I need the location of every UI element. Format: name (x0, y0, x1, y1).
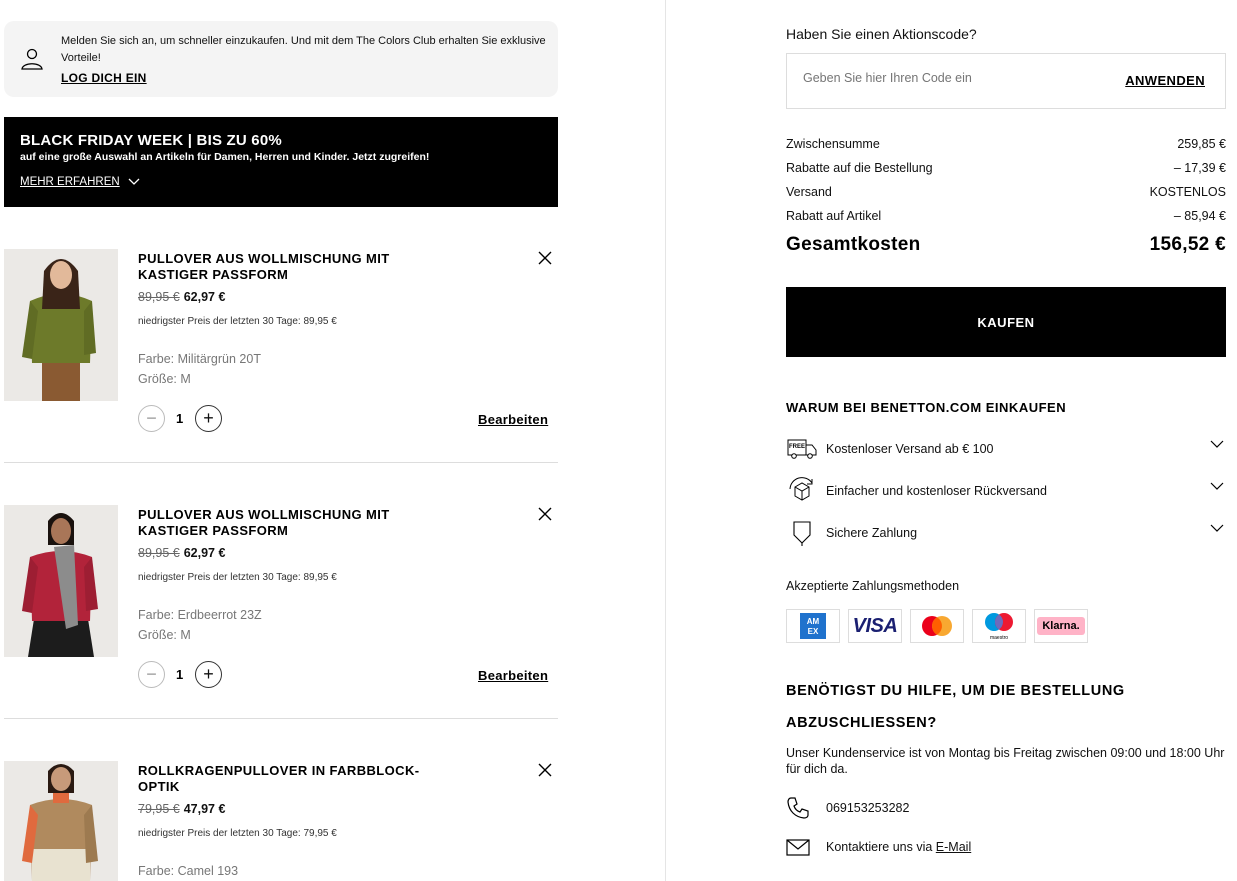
chevron-down-icon (128, 178, 140, 186)
cart-item (4, 505, 558, 761)
summary-label: Rabatte auf die Bestellung (786, 161, 933, 175)
chevron-down-icon[interactable] (1210, 437, 1224, 451)
summary-row-item-discount (786, 209, 1226, 223)
quantity-increase-button[interactable]: + (195, 405, 222, 432)
quantity-increase-button[interactable]: + (195, 661, 222, 688)
login-banner (4, 21, 558, 97)
free-shipping-icon-text: FREE (789, 444, 806, 450)
quantity-decrease-button[interactable]: − (138, 405, 165, 432)
summary-value: KOSTENLOS (1149, 185, 1226, 199)
phone-icon (786, 796, 810, 820)
product-size: Größe: M (138, 628, 191, 642)
maestro-logo (972, 609, 1026, 643)
product-color: Farbe: Militärgrün 20T (138, 352, 261, 366)
promo-more-link[interactable] (20, 176, 140, 188)
current-price: 47,97 € (183, 802, 226, 816)
mastercard-logo (910, 609, 964, 643)
price-row (138, 546, 225, 560)
product-size: Größe: M (138, 372, 191, 386)
promo-subtitle: auf eine große Auswahl an Artikeln für Damen, Herren und Kinder. Jetzt zugreifen! (20, 151, 430, 163)
buy-button[interactable]: KAUFEN (786, 287, 1226, 357)
summary-row-order-discount (786, 161, 1226, 175)
free-shipping-truck-icon (786, 435, 818, 463)
old-price: 79,95 € (138, 802, 180, 816)
product-image[interactable] (4, 249, 118, 401)
why-label: Sichere Zahlung (826, 526, 918, 540)
product-title[interactable]: ROLLKRAGENPULLOVER IN FARBBLOCK-OPTIK (138, 763, 420, 794)
summary-value: – 85,94 € (1173, 209, 1226, 223)
total-label: Gesamtkosten (786, 234, 921, 255)
help-text: Unser Kundenservice ist von Montag bis Freitag zwischen 09:00 und 18:00 Uhr für dich da. (786, 746, 1225, 776)
item-divider (4, 718, 558, 719)
contact-text (826, 840, 971, 854)
promo-code-box (786, 53, 1226, 109)
why-label: Kostenloser Versand ab € 100 (826, 442, 994, 456)
edit-item-link[interactable]: Bearbeiten (478, 412, 549, 427)
promo-code-input[interactable] (803, 71, 1103, 85)
phone-contact[interactable] (786, 796, 909, 820)
remove-item-icon[interactable] (536, 249, 554, 267)
cart-item (4, 249, 558, 505)
secure-payment-shield-icon (786, 519, 818, 547)
summary-label: Rabatt auf Artikel (786, 209, 882, 223)
klarna-logo (1034, 609, 1088, 643)
quantity-value: 1 (176, 667, 184, 682)
old-price: 89,95 € (138, 290, 180, 304)
product-title[interactable]: PULLOVER AUS WOLLMISCHUNG MIT KASTIGER PASSFORM (138, 251, 390, 282)
product-color: Farbe: Camel 193 (138, 864, 239, 878)
quantity-decrease-button[interactable]: − (138, 661, 165, 688)
klarna-text: Klarna. (1037, 617, 1084, 635)
summary-label: Zwischensumme (786, 137, 880, 151)
remove-item-icon[interactable] (536, 505, 554, 523)
total-value: 156,52 € (1149, 234, 1226, 255)
why-item-free-shipping[interactable] (786, 435, 1226, 465)
user-icon (20, 47, 44, 71)
why-item-secure-payment[interactable] (786, 519, 1226, 549)
visa-logo (848, 609, 902, 643)
promo-code-question: Haben Sie einen Aktionscode? (786, 26, 977, 42)
item-divider (4, 462, 558, 463)
quantity-value: 1 (176, 411, 184, 426)
price-row (138, 802, 225, 816)
phone-number: 069153253282 (826, 801, 910, 815)
edit-item-link[interactable]: Bearbeiten (478, 668, 549, 683)
current-price: 62,97 € (183, 290, 226, 304)
current-price: 62,97 € (183, 546, 226, 560)
cart-item (4, 761, 558, 881)
chevron-down-icon[interactable] (1210, 479, 1224, 493)
amex-logo (786, 609, 840, 643)
summary-row-shipping (786, 185, 1226, 199)
product-image[interactable] (4, 505, 118, 657)
lowest-price-note: niedrigster Preis der letzten 30 Tage: 79,95 € (138, 828, 337, 839)
why-item-free-returns[interactable] (786, 477, 1226, 507)
mail-icon (786, 837, 810, 857)
amex-text-top: AM (806, 617, 820, 626)
price-row (138, 290, 225, 304)
product-title[interactable]: PULLOVER AUS WOLLMISCHUNG MIT KASTIGER PASSFORM (138, 507, 390, 538)
lowest-price-note: niedrigster Preis der letzten 30 Tage: 89,95 € (138, 316, 337, 327)
amex-text-bottom: EX (807, 627, 819, 636)
login-message: Melden Sie sich an, um schneller einzukaufen. Und mit dem The Colors Club erhalten Sie exklusive Vorteile! (61, 35, 546, 64)
summary-value: – 17,39 € (1173, 161, 1226, 175)
why-label: Einfacher und kostenloser Rückversand (826, 484, 1047, 498)
why-shop-title: WARUM BEI BENETTON.COM EINKAUFEN (786, 400, 1067, 415)
email-link[interactable]: E-Mail (935, 840, 972, 854)
summary-row-subtotal (786, 137, 1226, 151)
product-image[interactable] (4, 761, 118, 881)
contact-prefix: Kontaktiere uns via (826, 840, 933, 854)
promo-more-label: MEHR ERFAHREN (20, 176, 120, 188)
promo-title: BLACK FRIDAY WEEK | BIS ZU 60% (20, 132, 282, 149)
summary-label: Versand (786, 185, 832, 199)
maestro-text: maestro (989, 635, 1009, 641)
payment-methods-title: Akzeptierte Zahlungsmethoden (786, 579, 960, 593)
help-title: BENÖTIGST DU HILFE, UM DIE BESTELLUNG ABZUSCHLIESSEN? (786, 683, 1125, 731)
chevron-down-icon[interactable] (1210, 521, 1224, 535)
login-link[interactable]: LOG DICH EIN (61, 71, 147, 85)
email-contact (786, 837, 971, 857)
apply-code-button[interactable]: ANWENDEN (1125, 73, 1205, 88)
remove-item-icon[interactable] (536, 761, 554, 779)
summary-value: 259,85 € (1177, 137, 1226, 151)
lowest-price-note: niedrigster Preis der letzten 30 Tage: 89,95 € (138, 572, 337, 583)
visa-text: VISA (852, 614, 898, 637)
column-divider (665, 0, 666, 881)
product-color: Farbe: Erdbeerrot 23Z (138, 608, 262, 622)
return-box-icon (786, 477, 818, 505)
promo-banner (4, 117, 558, 207)
old-price: 89,95 € (138, 546, 180, 560)
summary-total (786, 234, 1226, 256)
